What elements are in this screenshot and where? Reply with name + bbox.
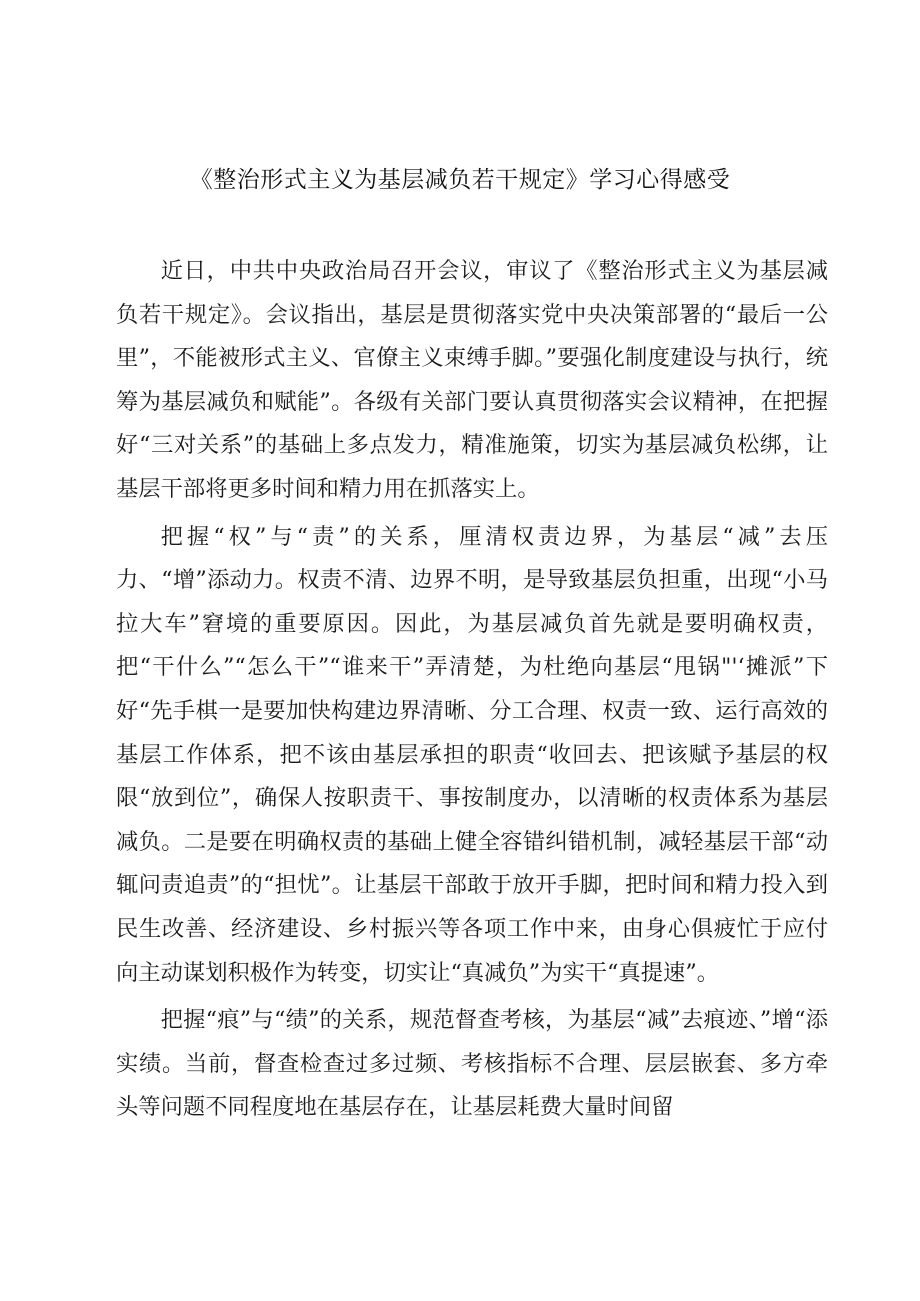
document-body [116, 250, 828, 1170]
document-title: 《整治形式主义为基层减负若干规定》学习心得感受 [189, 167, 731, 193]
paragraph-2: 把握“权”与“责”的关系，厘清权责边界，为基层“减”去压力、“增”添动力。权责不清、边界不明，是导致基层负担重，出现“小马拉大车”窘境的重要原因。因此，为基层减负首先就是要明确权责，把“干什么”“怎么干”“谁来干”弄清楚，为杜绝向基层“甩锅"'‘摊派”下好“先手棋一是要加快构建边界清晰、分工合理、权责一致、运行高效的基层工作体系，把不该由基层承担的职责“收回去、把该赋予基层的权限“放到位”，确保人按职责干、事按制度办，以清晰的权责体系为基层减负。二是要在明确权责的基础上健全容错纠错机制，减轻基层干部“动辄问责追责”的“担忧”。让基层干部敢于放开手脚，把时间和精力投入到民生改善、经济建设、乡村振兴等各项工作中来，由身心俱疲忙于应付向主动谋划积极作为转变，切实让“真减负”为实干“真提速”。 [116, 523, 828, 986]
paragraph-1: 近日，中共中央政治局召开会议，审议了《整治形式主义为基层减负若干规定》。会议指出，基层是贯彻落实党中央决策部署的“最后一公里”，不能被形式主义、官僚主义束缚手脚。”要强化制度建设与执行，统筹为基层减负和赋能”。各级有关部门要认真贯彻落实会议精神，在把握好“三对关系”的基础上多点发力，精准施策，切实为基层减负松绑，让基层干部将更多时间和精力用在抓落实上。 [116, 258, 828, 502]
paragraph-3: 把握“痕”与“绩”的关系，规范督查考核，为基层“减”去痕迹、”增“添实绩。当前，督查检查过多过频、考核指标不合理、层层嵌套、多方牵头等问题不同程度地在基层存在，让基层耗费大量时间留 [116, 1007, 828, 1121]
